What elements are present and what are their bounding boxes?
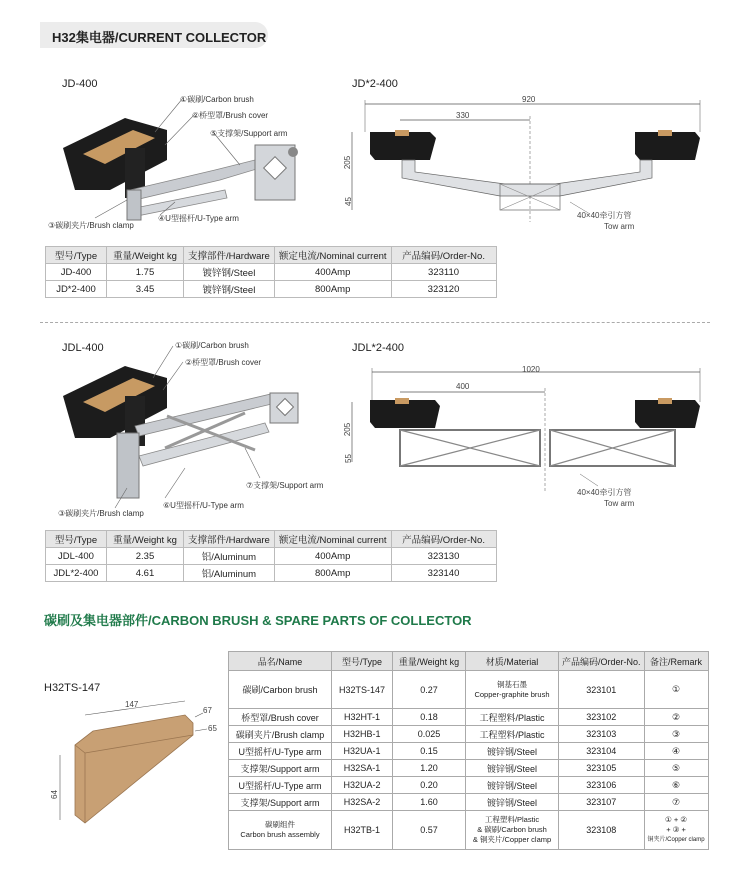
page-title-tag: [40, 22, 268, 48]
callout-brush-clamp: ③碳刷夹片/Brush clamp: [48, 221, 134, 230]
dim-h1-2: 205: [343, 422, 353, 437]
table-row: JD-400 1.75 镀锌钢/Steel 400Amp 323110: [46, 264, 497, 281]
table-row: 碳刷/Carbon brush H32TS-147 0.27 铜基石墨 Copper-graphite brush 323101 ①: [229, 671, 709, 709]
callout-brush-cover-2: ②桥型罩/Brush cover: [185, 358, 262, 367]
brush-dim-height: 64: [49, 790, 59, 799]
callout-brush-cover: ②桥型罩/Brush cover: [192, 111, 269, 120]
table-row: 支撑架/Support arm H32SA-1 1.20 镀锌钢/Steel 323105 ⑤: [229, 760, 709, 777]
dim-half: 330: [456, 111, 470, 120]
section-divider: [40, 322, 710, 323]
parts-table: 品名/Name 型号/Type 重量/Weight kg 材质/Material 产品编码/Order-No. 备注/Remark 碳刷/Carbon brush H32TS-147 0.27 铜基石墨 Copper-graphite brush 323101 ① 桥型罩/Brush cover H32HT-1 0.18 工程塑料/Plastic 323102 ② 碳刷夹片/Brush clamp H32HB-1 0.025 工程塑料/Plastic 323103 ③ U型摇杆/U-Type arm H32UA-1 0.15 镀锌钢/Steel 323104 ④ 支撑架/Support arm H32SA-1 1.20 镀锌钢/Steel 323105 ⑤ U型摇杆/U-Type arm H32UA-2 0.20 镀锌钢/Steel 323106 ⑥ 支撑架/Support arm H32SA-2 1.60 镀锌钢/Steel 323107 ⑦ 碳刷组件 Carbon brush assembly H32TB-1 0.57 工程塑料/Plastic & 碳刷/Carbon brush & 铜夹片/Copper clamp 323108 ① + ② + ③ + 铜夹片/Copper clamp: [228, 651, 709, 850]
table-row: U型摇杆/U-Type arm H32UA-1 0.15 镀锌钢/Steel 323104 ④: [229, 743, 709, 760]
model-jdl400-label: JDL-400: [62, 342, 104, 354]
th-type: 型号/Type: [46, 247, 107, 264]
table-row: JD*2-400 3.45 镀锌钢/Steel 800Amp 323120: [46, 281, 497, 298]
brush-dim-length: 147: [125, 700, 139, 709]
callout-support-arm-2: ⑦支撑架/Support arm: [246, 481, 324, 490]
dim-h1: 205: [343, 155, 353, 170]
dim-h2-2: 55: [343, 454, 353, 463]
jd2-400-drawing: [340, 92, 720, 237]
table-row: JDL-400 2.35 铝/Aluminum 400Amp 323130: [46, 548, 497, 565]
dim-h2: 45: [343, 197, 353, 206]
tow-arm-label-cn: 40×40牵引方管: [577, 211, 632, 220]
brush-dim-b: 65: [208, 724, 217, 733]
carbon-brush-drawing: [45, 695, 225, 835]
table-row: U型摇杆/U-Type arm H32UA-2 0.20 镀锌钢/Steel 323106 ⑥: [229, 777, 709, 794]
dim-total: 920: [522, 95, 536, 104]
jd-spec-table: [45, 246, 497, 298]
table-row: 碳刷夹片/Brush clamp H32HB-1 0.025 工程塑料/Plastic 323103 ③: [229, 726, 709, 743]
jdl-spec-table: 型号/Type 重量/Weight kg 支撑部件/Hardware 额定电流/Nominal current 产品编码/Order-No. JDL-400 2.35 铝/Aluminum 400Amp 323130 JDL*2-400 4.61 铝/Aluminum 800Amp 323140: [45, 530, 497, 582]
callout-u-type-arm: ④U型摇杆/U-Type arm: [158, 214, 239, 223]
table-row: 桥型罩/Brush cover H32HT-1 0.18 工程塑料/Plastic 323102 ②: [229, 709, 709, 726]
brush-model-label: H32TS-147: [44, 682, 101, 694]
jdl2-400-drawing: [340, 362, 720, 507]
page-title: H32集电器/CURRENT COLLECTOR: [52, 30, 267, 45]
callout-carbon-brush: ①碳刷/Carbon brush: [180, 95, 254, 104]
model-jdl2-400-label: JDL*2-400: [352, 342, 404, 354]
th-hardware: 支撑部件/Hardware: [184, 247, 275, 264]
dim-half-2: 400: [456, 382, 470, 391]
callout-u-type-arm-2: ⑥U型摇杆/U-Type arm: [163, 501, 244, 510]
tow-arm-label-cn-2: 40×40牵引方管: [577, 488, 632, 497]
callout-brush-clamp-2: ③碳刷夹片/Brush clamp: [58, 509, 144, 518]
table-row-assembly: 碳刷组件 Carbon brush assembly H32TB-1 0.57 工程塑料/Plastic & 碳刷/Carbon brush & 铜夹片/Copper clamp 323108 ① + ② + ③ + 铜夹片/Copper clamp: [229, 811, 709, 850]
th-order: 产品编码/Order-No.: [391, 247, 496, 264]
model-jd400-label: JD-400: [62, 78, 98, 90]
model-jd2-400-label: JD*2-400: [352, 78, 398, 90]
dim-total-2: 1020: [522, 365, 540, 374]
table-row: JDL*2-400 4.61 铝/Aluminum 800Amp 323140: [46, 565, 497, 582]
tow-arm-label-en: Tow arm: [604, 222, 635, 231]
callout-support-arm: ⑤支撑架/Support arm: [210, 129, 288, 138]
tow-arm-label-en-2: Tow arm: [604, 499, 635, 508]
brush-dim-a: 67: [203, 706, 212, 715]
callout-carbon-brush-2: ①碳刷/Carbon brush: [175, 341, 249, 350]
table-row: 支撑架/Support arm H32SA-2 1.60 镀锌钢/Steel 323107 ⑦: [229, 794, 709, 811]
th-current: 额定电流/Nominal current: [274, 247, 391, 264]
th-weight: 重量/Weight kg: [107, 247, 184, 264]
section2-title: 碳刷及集电器部件/CARBON BRUSH & SPARE PARTS OF COLLECTOR: [44, 613, 472, 628]
